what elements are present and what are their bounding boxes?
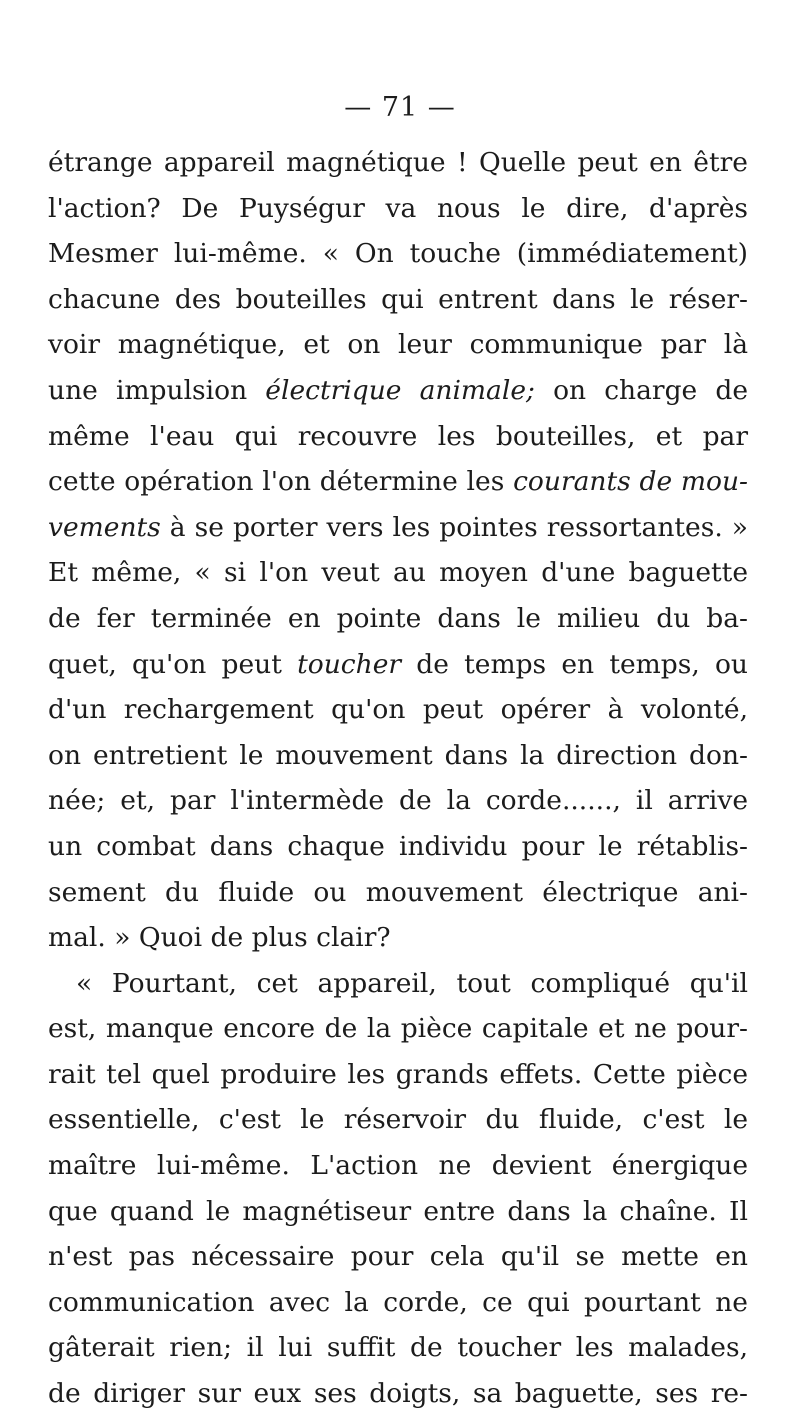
text-segment: n'est pas nécessaire pour cela qu'il se mette en (48, 1241, 748, 1273)
text-segment: Et même, « si l'on veut au moyen d'une baguette (48, 557, 748, 589)
text-segment: maître lui-même. L'action ne devient énergique (48, 1150, 748, 1182)
text-segment: voir magnétique, et on leur communique par là (48, 329, 748, 361)
text-segment: un combat dans chaque individu pour le rétablis- (48, 830, 748, 862)
text-segment: l'action? De Puységur va nous le dire, d'après (48, 192, 748, 224)
text-line (48, 231, 748, 277)
text-segment: « Pourtant, cet appareil, tout compliqué qu'il (76, 967, 748, 999)
text-segment: née; et, par l'intermède de la corde......, il arrive (48, 785, 748, 817)
text-line (48, 915, 748, 961)
text-line (48, 459, 748, 505)
text-line (48, 368, 748, 414)
text-segment: de fer terminée en pointe dans le milieu du ba- (48, 602, 748, 634)
text-line (48, 596, 748, 642)
text-line (48, 414, 748, 460)
text-segment: sement du fluide ou mouvement électrique ani- (48, 876, 748, 908)
text-line (48, 733, 748, 779)
text-line (48, 961, 748, 1007)
text-line (48, 1097, 748, 1143)
text-segment: une impulsion (48, 374, 266, 406)
text-line (48, 1143, 748, 1189)
text-line (48, 642, 748, 688)
text-segment: de temps en temps, ou (401, 648, 748, 680)
text-line (48, 778, 748, 824)
text-segment: que quand le magnétiseur entre dans la chaîne. Il (48, 1195, 748, 1227)
body-text (48, 140, 748, 1417)
text-segment: on entretient le mouvement dans la direction don- (48, 739, 748, 771)
text-segment: de diriger sur eux ses doigts, sa baguette, ses re- (48, 1378, 748, 1410)
italic-text: courants de mou- (513, 466, 748, 498)
text-segment: on charge de (534, 374, 749, 406)
text-line (48, 1006, 748, 1052)
text-line (48, 1325, 748, 1371)
italic-text: toucher (297, 648, 402, 680)
text-line (48, 1280, 748, 1326)
text-line (48, 870, 748, 916)
text-line (48, 1371, 748, 1417)
text-segment: communication avec la corde, ce qui pourtant ne (48, 1286, 748, 1318)
italic-text: électrique animale; (265, 374, 535, 406)
text-segment: mal. » Quoi de plus clair? (48, 922, 391, 954)
text-line (48, 1052, 748, 1098)
text-line (48, 550, 748, 596)
text-line (48, 186, 748, 232)
text-segment: étrange appareil magnétique ! Quelle peut en être (48, 147, 748, 178)
text-segment: essentielle, c'est le réservoir du fluide, c'est le (48, 1104, 748, 1136)
text-segment: même l'eau qui recouvre les bouteilles, et par (48, 420, 748, 452)
text-segment: chacune des bouteilles qui entrent dans le réser- (48, 283, 748, 315)
text-segment: quet, qu'on peut (48, 648, 298, 680)
text-line (48, 1234, 748, 1280)
text-line (48, 140, 748, 186)
italic-text: vements (48, 511, 161, 543)
text-segment: à se porter vers les pointes ressortantes. » (160, 511, 748, 543)
text-line (48, 277, 748, 323)
text-segment: gâterait rien; il lui suffit de toucher les malades, (48, 1332, 748, 1364)
text-line (48, 687, 748, 733)
text-line (48, 1189, 748, 1235)
text-segment: d'un rechargement qu'on peut opérer à volonté, (48, 694, 748, 726)
text-line (48, 322, 748, 368)
text-line (48, 505, 748, 551)
text-segment: rait tel quel produire les grands effets. Cette pièce (48, 1058, 748, 1090)
page-number: — 71 — (344, 92, 456, 123)
text-segment: est, manque encore de la pièce capitale et ne pour- (48, 1013, 748, 1045)
text-line (48, 824, 748, 870)
text-segment: Mesmer lui-même. « On touche (immédiatement) (48, 238, 748, 270)
text-segment: cette opération l'on détermine les (48, 466, 514, 498)
